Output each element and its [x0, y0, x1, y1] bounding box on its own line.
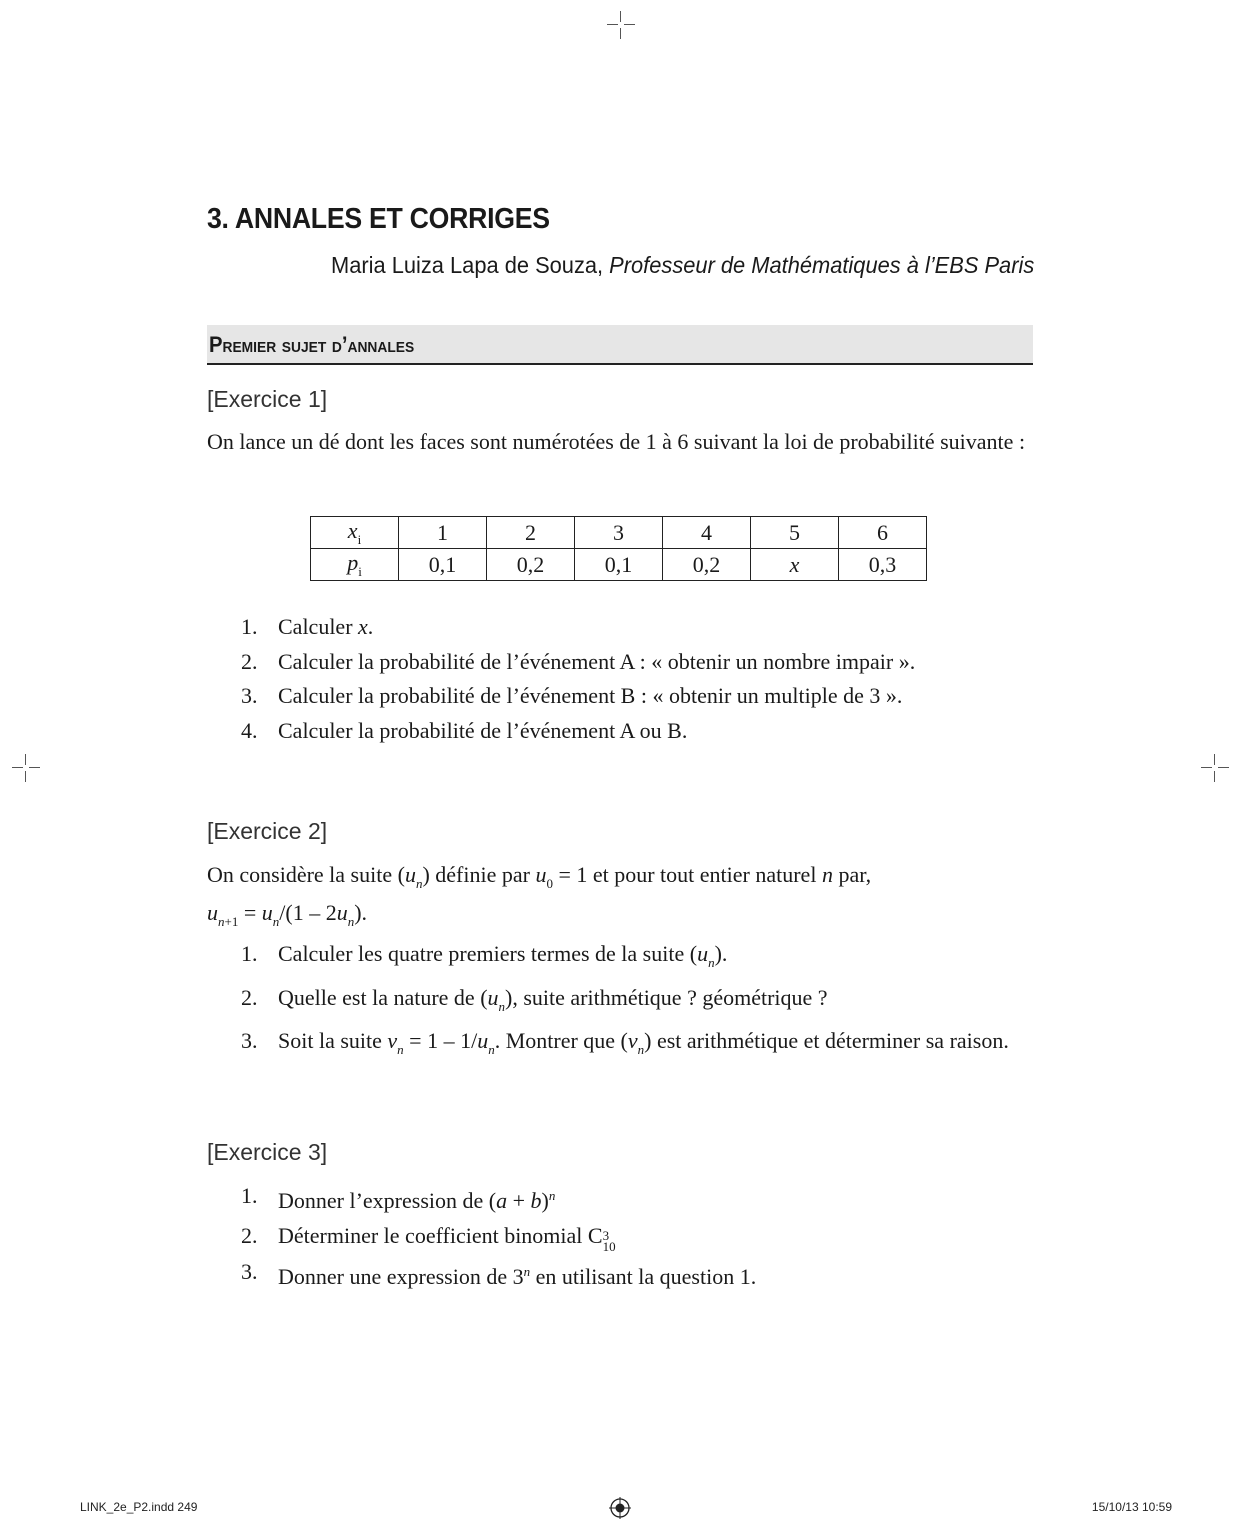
- table-cell: 5: [751, 517, 839, 549]
- table-cell: 1: [399, 517, 487, 549]
- table-cell: 2: [487, 517, 575, 549]
- table-cell: 4: [663, 517, 751, 549]
- exercise-1-questions: [207, 612, 1033, 750]
- list-item: 2. Calculer la probabilité de l’événement A : « obtenir un nombre impair ».: [241, 648, 916, 674]
- exercise-2-questions: [207, 939, 1033, 1070]
- exercise-3-heading: [Exercice 3]: [207, 1139, 328, 1165]
- section-title: Premier sujet d’annales: [209, 332, 415, 357]
- exercise-2-heading: [Exercice 2]: [207, 818, 328, 844]
- list-item: 1. Donner l’expression de $(a + b)^n$: [241, 1183, 556, 1213]
- table-cell: 0,3: [839, 549, 927, 581]
- table-cell: 6: [839, 517, 927, 549]
- table-row-values: [311, 517, 927, 549]
- table-cell: 0,1: [399, 549, 487, 581]
- crop-mark-left: [12, 754, 40, 782]
- author-name: Maria Luiza Lapa de Souza,: [330, 252, 603, 278]
- list-item: 3. Soit la suite $v_n = 1 - 1/u_n$. Montrer que $(v_n)$ est arithmétique et déterminer sa raison.: [241, 1028, 1009, 1057]
- footer-file-info: LINK_2e_P2.indd 249: [80, 1500, 198, 1514]
- author-role: Professeur de Mathématiques à l’EBS Paris: [608, 252, 1034, 278]
- exercise-1-intro: On lance un dé dont les faces sont numérotées de 1 à 6 suivant la loi de probabilité suivante :: [207, 429, 1026, 454]
- table-header-x: $x_i$: [311, 517, 399, 549]
- exercise-2-intro: On considère la suite $(u_n)$ définie par $u_0 = 1$ et pour tout entier naturel n par, $u_{n+1} = u_n/(1 - 2u_n)$.: [207, 862, 872, 929]
- list-item: 4. Calculer la probabilité de l’événement A ou B.: [241, 717, 688, 743]
- chapter-title: 3. ANNALES ET CORRIGES: [207, 203, 550, 235]
- table-header-p: $p_i$: [311, 549, 399, 581]
- table-cell: 3: [575, 517, 663, 549]
- crop-mark-right: [1201, 754, 1229, 782]
- list-item: 3. Calculer la probabilité de l’événement B : « obtenir un multiple de 3 ».: [241, 683, 903, 708]
- crop-mark-top: [607, 11, 635, 39]
- list-item: 1. Calculer les quatre premiers termes de la suite $(u_n)$.: [241, 941, 728, 970]
- table-row-probabilities: [311, 549, 927, 581]
- registration-mark-icon: [609, 1497, 631, 1519]
- table-cell: 0,2: [663, 549, 751, 581]
- list-item: 2. Quelle est la nature de $(u_n)$, suite arithmétique ? géométrique ?: [241, 984, 828, 1014]
- table-cell: 0,2: [487, 549, 575, 581]
- footer-timestamp: 15/10/13 10:59: [1091, 1500, 1172, 1514]
- list-item: 1. Calculer x.: [241, 614, 374, 639]
- section-header: [207, 325, 1033, 365]
- exercise-3-questions: [207, 1181, 1033, 1297]
- probability-table: [310, 516, 927, 581]
- exercise-1-heading: [Exercice 1]: [207, 386, 328, 412]
- list-item: 2. Déterminer le coefficient binomial C3 10: [241, 1222, 616, 1254]
- table-cell: 0,1: [575, 549, 663, 581]
- table-cell: x: [751, 549, 839, 581]
- list-item: 3. Donner une expression de 3$^n$ en utilisant la question 1.: [241, 1259, 757, 1289]
- author-line: [331, 252, 1034, 279]
